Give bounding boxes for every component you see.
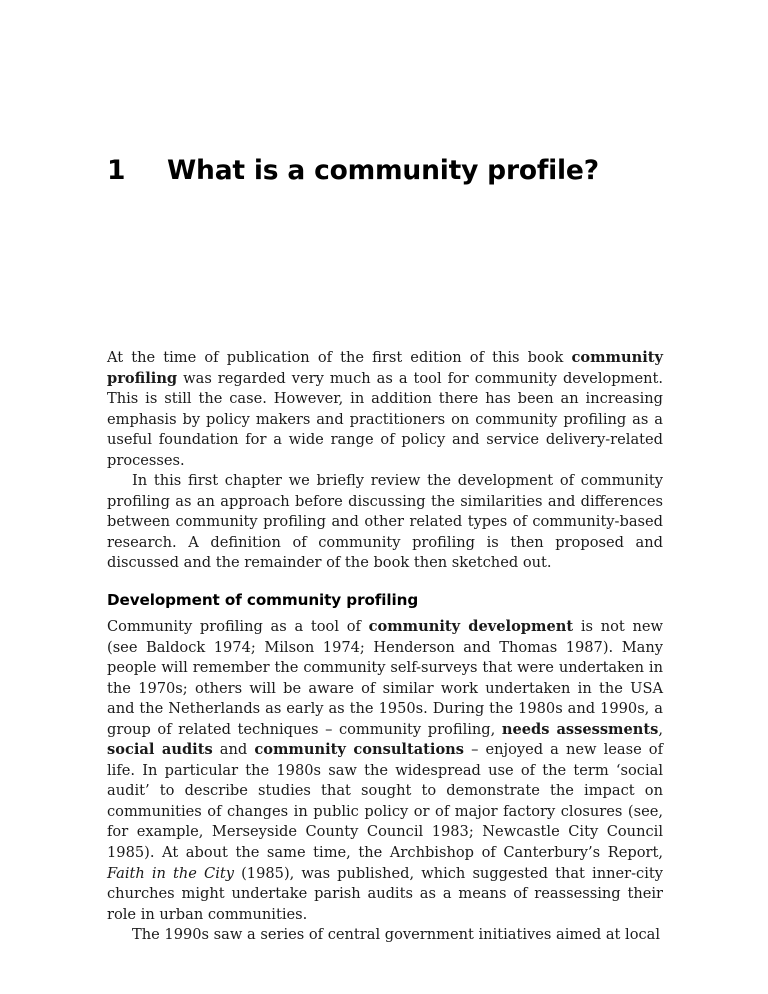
dev-p1-bold4: community consultations [254, 741, 465, 759]
section-heading-development: Development of community profiling [107, 590, 419, 609]
chapter-title [107, 155, 663, 187]
chapter-number: 1 [107, 154, 126, 186]
dev-p1-bold1: community development [368, 618, 574, 635]
intro-text-block [107, 348, 663, 574]
paragraph-intro-1 [107, 348, 663, 471]
dev-p1-bold3: social audits [107, 741, 213, 759]
intro-p1-seg1: At the time of publication of the first edition of this book [107, 349, 572, 366]
dev-p1-seg4: and [212, 741, 255, 759]
dev-p1-bold2: needs assessments [501, 720, 659, 738]
intro-p1-seg2: was regarded very much as a tool for community development. This is still the case. However, in addition there has been an increasing emphasis by policy makers and practitioners on community profiling as a useful foundation for a wide range of policy and service delivery-related processes. [107, 369, 663, 469]
dev-p1-seg6: (1985), was published, which suggested that inner-city churches might undertake parish audits as a means of reassessing their role in urban communities. [107, 864, 663, 923]
dev-p1-seg3: , [658, 720, 663, 738]
dev-p1-seg5: – enjoyed a new lease of life. In particular the 1980s saw the widespread use of the term ‘social audit’ to describe studies that sought to demonstrate the impact on communities of changes in public policy or of major factory closures (see, for example, Merseyside County Council 1983; Newcastle City Council 1985). At about the same time, the Archbishop of Canterbury’s Report, [107, 741, 663, 862]
paragraph-dev-1 [107, 617, 663, 925]
chapter-title-text: What is a community profile? [167, 154, 599, 186]
paragraph-dev-2: The 1990s saw a series of central government initiatives aimed at local [132, 926, 661, 944]
dev-p1-seg2: is not new (see Baldock 1974; Milson 1974; Henderson and Thomas 1987). Many people will remember the community self-surveys that were undertaken in the 1970s; others will be aware of similar work undertaken in the USA and the Netherlands as early as the 1950s. During the 1980s and 1990s, a group of related techniques – community profiling, [107, 618, 663, 738]
dev-p1-italic-book-title: Faith in the City [107, 864, 234, 882]
dev-p1-seg1: Community profiling as a tool of [107, 618, 369, 635]
intro-p1-bold1: community profiling [107, 349, 663, 387]
development-text-block [107, 617, 663, 946]
paragraph-intro-2: In this first chapter we briefly review the development of community profiling as an approach before discussing the similarities and differences between community profiling and other related types of community-based research. A definition of community profiling is then proposed and discussed and the remainder of the book then sketched out. [107, 472, 663, 572]
